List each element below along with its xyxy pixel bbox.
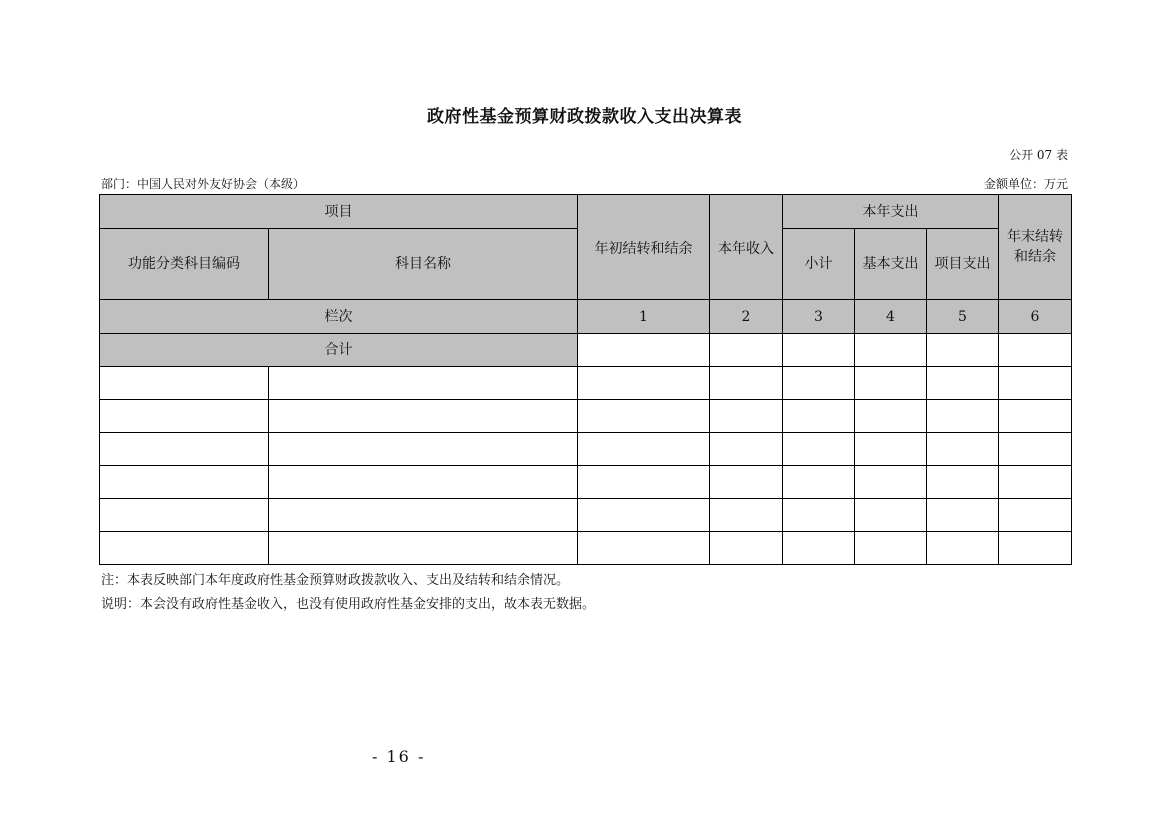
table-cell	[710, 499, 783, 532]
table-cell	[999, 433, 1072, 466]
row-index-col: 1	[578, 300, 710, 334]
table-cell	[269, 400, 578, 433]
row-index-col: 5	[927, 300, 999, 334]
table-cell	[999, 334, 1072, 367]
table-cell	[100, 367, 269, 400]
amount-unit-label: 金额单位：万元	[983, 177, 1068, 191]
table-cell	[999, 400, 1072, 433]
table-cell	[999, 499, 1072, 532]
table-cell	[783, 400, 855, 433]
table-cell	[927, 532, 999, 565]
table-cell	[100, 532, 269, 565]
table-cell	[578, 367, 710, 400]
header-basic-expense: 基本支出	[855, 229, 927, 300]
table-cell	[710, 367, 783, 400]
table-cell	[927, 367, 999, 400]
table-cell	[783, 466, 855, 499]
table-cell	[578, 466, 710, 499]
table-cell	[578, 499, 710, 532]
table-cell	[783, 367, 855, 400]
table-cell	[269, 367, 578, 400]
table-cell	[999, 367, 1072, 400]
table-cell	[100, 400, 269, 433]
total-row	[100, 334, 1072, 367]
page-title: 政府性基金预算财政拨款收入支出决算表	[427, 107, 742, 127]
table-cell	[578, 433, 710, 466]
row-index-col: 6	[999, 300, 1072, 334]
header-project: 项目	[100, 195, 578, 229]
table-cell	[927, 400, 999, 433]
table-cell	[578, 334, 710, 367]
row-index-col: 2	[710, 300, 783, 334]
table-row	[100, 532, 1072, 565]
table-cell	[927, 334, 999, 367]
table-cell	[855, 466, 927, 499]
budget-table	[99, 194, 1072, 565]
table-cell	[855, 499, 927, 532]
table-cell	[999, 466, 1072, 499]
table-row	[100, 466, 1072, 499]
table-cell	[927, 499, 999, 532]
table-cell	[783, 433, 855, 466]
header-beginning-balance: 年初结转和结余	[578, 195, 710, 300]
table-explanation: 说明：本会没有政府性基金收入，也没有使用政府性基金安排的支出，故本表无数据。	[101, 597, 596, 612]
row-index-col: 4	[855, 300, 927, 334]
table-code: 公开 07 表	[1009, 148, 1068, 162]
table-cell	[100, 466, 269, 499]
row-index-label: 栏次	[100, 300, 578, 334]
table-cell	[855, 367, 927, 400]
table-cell	[783, 532, 855, 565]
table-cell	[269, 466, 578, 499]
total-label: 合计	[100, 334, 578, 367]
table-cell	[710, 466, 783, 499]
header-annual-income: 本年收入	[710, 195, 783, 300]
table-cell	[855, 532, 927, 565]
department-label: 部门：中国人民对外友好协会（本级）	[101, 177, 306, 191]
table-row	[100, 433, 1072, 466]
table-cell	[999, 532, 1072, 565]
page-number: - 16 -	[372, 747, 426, 766]
table-cell	[100, 433, 269, 466]
table-cell	[710, 532, 783, 565]
header-subject-name: 科目名称	[269, 229, 578, 300]
header-annual-expense: 本年支出	[783, 195, 999, 229]
header-ending-balance-line1: 年末结转	[1007, 229, 1063, 245]
table-cell	[855, 334, 927, 367]
table-note: 注：本表反映部门本年度政府性基金预算财政拨款收入、支出及结转和结余情况。	[101, 573, 570, 588]
header-func-code: 功能分类科目编码	[100, 229, 269, 300]
header-ending-balance-line2: 和结余	[1014, 249, 1056, 265]
table-cell	[783, 499, 855, 532]
table-cell	[710, 334, 783, 367]
table-row	[100, 400, 1072, 433]
table-cell	[927, 466, 999, 499]
table-cell	[783, 334, 855, 367]
table-cell	[578, 532, 710, 565]
header-ending-balance	[999, 195, 1072, 300]
table-cell	[927, 433, 999, 466]
header-project-expense: 项目支出	[927, 229, 999, 300]
table-cell	[269, 433, 578, 466]
table-cell	[855, 433, 927, 466]
table-cell	[710, 400, 783, 433]
table-cell	[269, 499, 578, 532]
table-cell	[855, 400, 927, 433]
header-subtotal: 小计	[783, 229, 855, 300]
table-row	[100, 499, 1072, 532]
row-index-col: 3	[783, 300, 855, 334]
table-cell	[578, 400, 710, 433]
table-cell	[710, 433, 783, 466]
table-cell	[269, 532, 578, 565]
table-row	[100, 367, 1072, 400]
table-cell	[100, 499, 269, 532]
